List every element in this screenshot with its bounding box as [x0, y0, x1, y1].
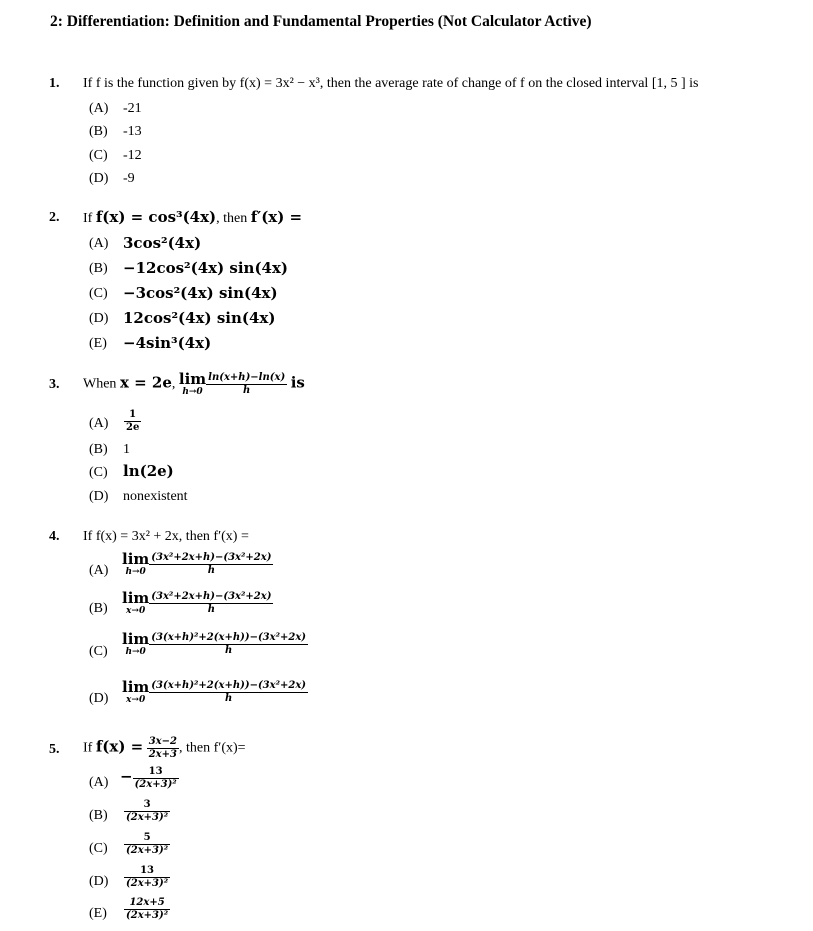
q4-option-b-expression: lim x→0 $\frac{\text{(3x²+2x+h)−(3x²+2x)}}{h}$ — [122, 589, 272, 616]
q3-option-c-label: (C) — [89, 465, 108, 480]
q5-option-b-expression: $\frac{3}{\text{(2x+3)²}}$ — [126, 799, 169, 823]
q5-stem-prefix: If — [83, 740, 93, 756]
q1-option-b-label: (B) — [89, 124, 108, 139]
q4-option-a-label: (A) — [89, 563, 109, 578]
q5-option-a-expression: − $\frac{13}{\text{(2x+3)²}}$ — [120, 766, 177, 790]
q1-option-d-label: (D) — [89, 171, 109, 186]
q4-option-d-expression: lim x→0 $\frac{\text{(3(x+h)²+2(x+h))−(3x²+2x)}}{h}$ — [122, 678, 307, 705]
q2-option-a-text: 3cos²(4x) — [123, 234, 202, 252]
q4-option-c-label: (C) — [89, 644, 108, 659]
page-title: 2: Differentiation: Definition and Fundamental Properties (Not Calculator Active) — [50, 13, 592, 30]
q3-stem-prefix: When — [83, 376, 117, 392]
q4-option-c-expression: lim h→0 $\frac{\text{(3(x+h)²+2(x+h))−(3x²+2x)}}{h}$ — [122, 630, 307, 657]
q5-option-e-label: (E) — [89, 906, 107, 921]
q5-stem-function: f(x) = — [95, 737, 144, 756]
q3-stem-fraction: $\frac{\ln(x+h)-\ln(x)}{h}$ — [208, 372, 286, 396]
q3-option-b-label: (B) — [89, 442, 108, 457]
q5-option-e-expression: $\frac{12x+5}{\text{(2x+3)²}}$ — [126, 897, 169, 921]
question-2-stem — [83, 210, 302, 226]
q5-option-b-label: (B) — [89, 808, 108, 823]
question-1-stem: If f is the function given by f(x) = 3x² − x³, then the average rate of change of f on the closed interval [1, 5 ] is — [83, 76, 699, 91]
q3-option-b-text: 1 — [123, 442, 130, 457]
q3-stem-suffix: is — [290, 373, 305, 392]
q1-option-c-text: -12 — [123, 148, 142, 163]
q5-option-d-expression: $\frac{13}{\text{(2x+3)²}}$ — [126, 865, 169, 889]
question-4-stem: If f(x) = 3x² + 2x, then f′(x) = — [83, 529, 249, 544]
q2-option-c-text: −3cos²(4x) sin(4x) — [123, 284, 278, 302]
question-4-number: 4. — [49, 529, 60, 544]
q2-option-e-text: −4sin³(4x) — [123, 334, 212, 352]
q1-option-a-label: (A) — [89, 101, 109, 116]
q3-option-a-label: (A) — [89, 416, 109, 431]
question-3-number: 3. — [49, 377, 60, 392]
q2-option-b-text: −12cos²(4x) sin(4x) — [123, 259, 289, 277]
q2-stem-mid: , then — [216, 211, 248, 226]
q4-option-d-label: (D) — [89, 691, 109, 706]
q1-option-d-text: -9 — [123, 171, 135, 186]
q2-option-a-label: (A) — [89, 236, 109, 251]
q5-stem-suffix: , then f′(x)= — [178, 740, 246, 756]
q2-stem-function: f(x) = cos³(4x) — [95, 208, 217, 226]
q2-stem-prefix: If — [83, 211, 93, 226]
q1-option-b-text: -13 — [123, 124, 142, 139]
q5-option-c-label: (C) — [89, 841, 108, 856]
question-1-number: 1. — [49, 76, 60, 91]
q5-stem-fraction: $\frac{3x-2}{2x+3}$ — [148, 736, 177, 760]
question-3-stem: When x = 2e, lim h→0 $\frac{\ln(x+h)-\ln(x)}{h}$ is — [83, 370, 305, 397]
q2-option-d-text: 12cos²(4x) sin(4x) — [123, 309, 276, 327]
q4-option-b-label: (B) — [89, 601, 108, 616]
question-2-number: 2. — [49, 210, 60, 225]
q3-stem-limit: lim h→0 — [178, 370, 207, 397]
question-5-stem — [83, 737, 246, 760]
q1-option-c-label: (C) — [89, 148, 108, 163]
question-5-number: 5. — [49, 742, 60, 757]
q2-option-d-label: (D) — [89, 311, 109, 326]
q1-option-a-text: -21 — [123, 101, 142, 116]
q2-option-e-label: (E) — [89, 336, 107, 351]
q3-option-a-fraction: $\frac{1}{2e}$ — [126, 409, 140, 433]
q5-option-d-label: (D) — [89, 874, 109, 889]
q5-option-a-label: (A) — [89, 775, 109, 790]
q4-option-a-expression: lim h→0 $\frac{\text{(3x²+2x+h)−(3x²+2x)}}{h}$ — [122, 550, 272, 577]
q3-stem-condition: x = 2e — [119, 373, 172, 392]
q5-option-c-expression: $\frac{5}{\text{(2x+3)²}}$ — [126, 832, 169, 856]
q3-option-d-text: nonexistent — [123, 489, 188, 504]
q2-option-b-label: (B) — [89, 261, 108, 276]
q2-stem-derivative: f′(x) = — [250, 208, 303, 226]
q2-option-c-label: (C) — [89, 286, 108, 301]
q3-option-d-label: (D) — [89, 489, 109, 504]
q3-option-c-text: ln(2e) — [123, 462, 174, 480]
